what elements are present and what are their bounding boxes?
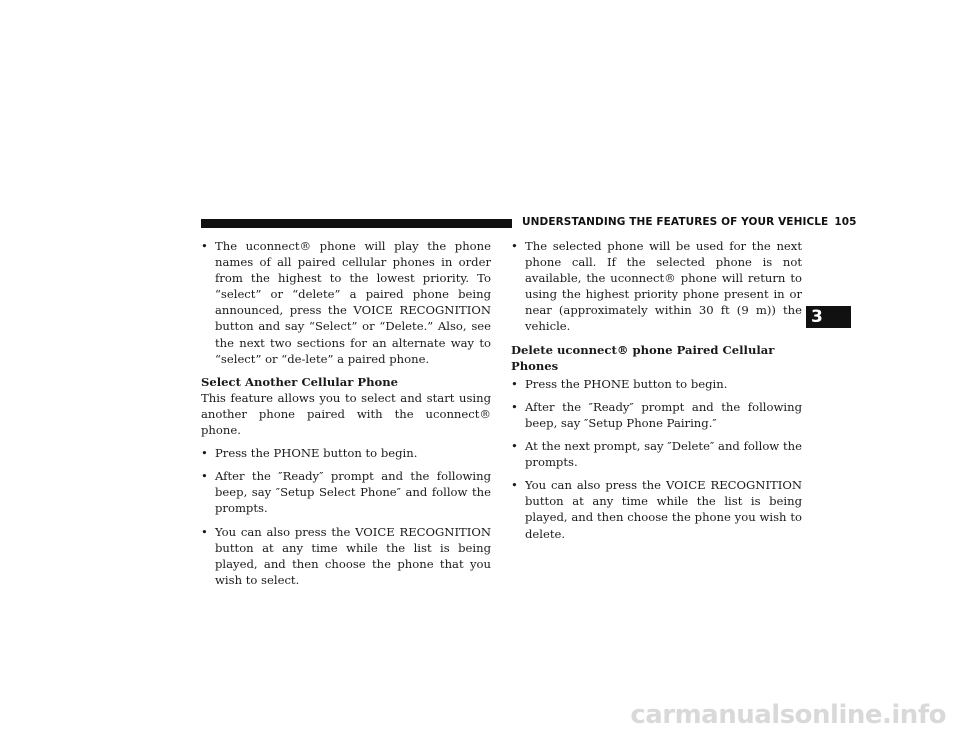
bullet-icon: •: [511, 478, 518, 493]
running-header: [522, 216, 857, 228]
list-item: [511, 376, 802, 392]
list-item: [511, 438, 802, 470]
bullet-icon: •: [511, 439, 518, 454]
bullet-text: After the ″Ready″ prompt and the following beep, say ″Setup Select Phone″ and follow the prompts.: [215, 469, 491, 516]
right-column: [511, 238, 802, 549]
watermark: carmanualsonline.info: [630, 700, 946, 730]
list-item: [201, 524, 491, 588]
bullet-icon: •: [201, 239, 208, 253]
bullet-text: You can also press the VOICE RECOGNITION button at any time while the list is being played, and then choose the phone that you wish to select.: [215, 524, 491, 587]
bullet-text: At the next prompt, say ″Delete″ and follow the prompts.: [525, 439, 802, 470]
intro-paragraph: This feature allows you to select and start using another phone paired with the uconnect® phone.: [201, 390, 491, 438]
bullet-text: After the ″Ready″ prompt and the following beep, say ″Setup Phone Pairing.″: [525, 399, 802, 430]
bullet-text: Press the PHONE button to begin.: [215, 446, 418, 461]
section-heading-delete: Delete uconnect® phone Paired Cellular Phones: [511, 342, 775, 373]
bullet-icon: •: [511, 376, 518, 391]
bullet-text: Press the PHONE button to begin.: [525, 376, 728, 391]
bullet-text: You can also press the VOICE RECOGNITION button at any time while the list is being played, and then choose the phone you wish to delete.: [525, 478, 802, 541]
chapter-tab: 3: [806, 306, 851, 328]
page-number: 105: [834, 216, 857, 228]
bullet-icon: •: [201, 469, 208, 484]
left-column: [201, 238, 491, 595]
bullet-icon: •: [201, 446, 208, 461]
bullet-text: The uconnect® phone will play the phone names of all paired cellular phones in order from the highest to the lowest priority. To “select” or “delete” a paired phone being announced, press the VOICE RECOGNITION button and say “Select” or “Delete.” Also, see the next two sections for an alternate way to “select” or “de-lete” a paired phone.: [215, 239, 491, 366]
list-item: [511, 477, 802, 541]
bullet-text: The selected phone will be used for the next phone call. If the selected phone is not available, the uconnect® phone will return to using the highest priority phone present in or near (approximately within 30 ft (9 m)) the vehicle.: [525, 239, 802, 334]
bullet-icon: •: [511, 239, 518, 253]
bullet-icon: •: [201, 524, 208, 539]
list-item: [201, 238, 491, 367]
section-heading-select: Select Another Cellular Phone: [201, 374, 399, 389]
list-item: [511, 238, 802, 335]
section-title: UNDERSTANDING THE FEATURES OF YOUR VEHICLE: [522, 216, 829, 228]
bullet-icon: •: [511, 399, 518, 414]
header-rule: [201, 219, 512, 228]
list-item: [201, 468, 491, 516]
list-item: [201, 445, 491, 461]
list-item: [511, 399, 802, 431]
